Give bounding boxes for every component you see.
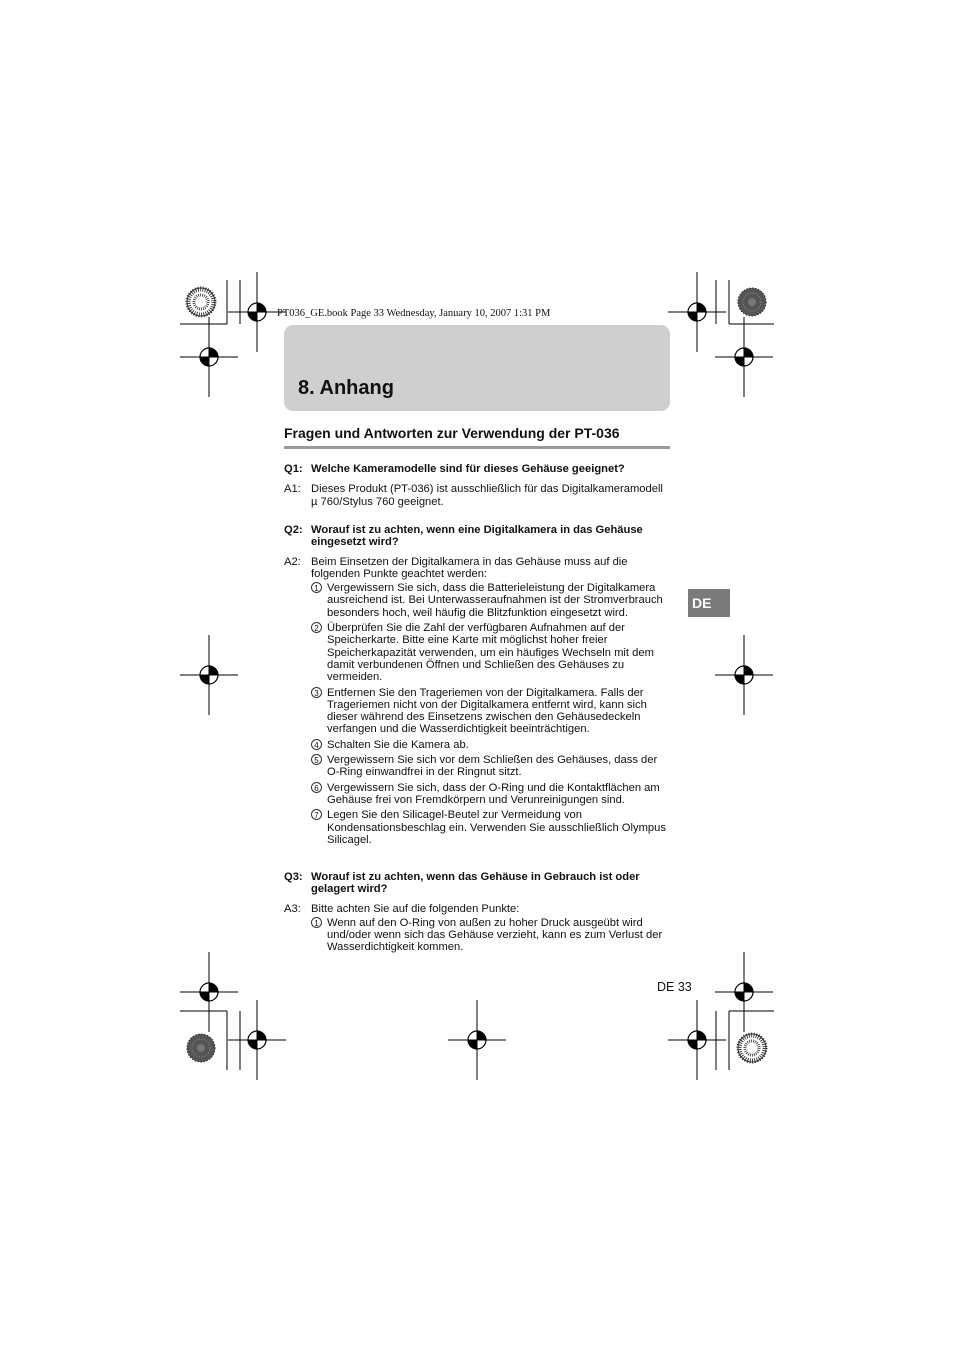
list-item	[311, 754, 670, 779]
answer-label: A3:	[284, 902, 301, 915]
list-item-text: Wenn auf den O-Ring von außen zu hoher Druck ausgeübt wird und/oder wenn sich das Gehäuse verzieht, kann es zum Verlust der Wasserdichtigkeit kommen.	[327, 916, 663, 954]
language-tab: DE	[688, 589, 730, 617]
question-text: Worauf ist zu achten, wenn das Gehäuse in Gebrauch ist oder gelagert wird?	[311, 871, 640, 896]
answer-text: Bitte achten Sie auf die folgenden Punkte:	[311, 902, 520, 915]
qa-block-1	[284, 463, 670, 508]
chapter-title: 8. Anhang	[298, 377, 394, 399]
page-number: DE 33	[657, 980, 692, 994]
circled-number: 4	[311, 739, 322, 750]
point-list	[284, 917, 670, 954]
list-item-text: Vergewissern Sie sich vor dem Schließen des Gehäuses, dass der O-Ring einwandfrei in der Ringnut sitzt.	[327, 754, 658, 779]
circled-number: 7	[311, 809, 322, 820]
list-item	[311, 622, 670, 683]
circled-number: 3	[311, 687, 322, 698]
qa-block-3	[284, 871, 670, 957]
circled-number: 1	[311, 582, 322, 593]
question-label: Q2:	[284, 524, 303, 536]
list-item-text: Schalten Sie die Kamera ab.	[327, 738, 469, 751]
question-label: Q1:	[284, 463, 303, 475]
list-item-text: Vergewissern Sie sich, dass die Batterieleistung der Digitalkamera ausreichend ist. Bei Unterwasseraufnahmen ist der Stromverbrauch besonders hoch, weil häufig die Blitzfunktion eingesetzt wird.	[327, 582, 663, 619]
answer-label: A2:	[284, 555, 301, 568]
answer-text: Dieses Produkt (PT-036) ist ausschließlich für das Digitalkameramodell µ 760/Stylus 760 geeignet.	[311, 483, 663, 508]
list-item-text: Legen Sie den Silicagel-Beutel zur Vermeidung von Kondensationsbeschlag ein. Verwenden Sie ausschließlich Olympus Silicagel.	[327, 809, 666, 846]
qa-block-2	[284, 524, 670, 849]
list-item	[311, 687, 670, 736]
answer-label: A1:	[284, 483, 301, 496]
book-header-info: PT036_GE.book Page 33 Wednesday, January 10, 2007 1:31 PM	[277, 308, 551, 319]
question-label: Q3:	[284, 871, 303, 883]
circled-number: 6	[311, 782, 322, 793]
list-item-text: Vergewissern Sie sich, dass der O-Ring und die Kontaktflächen am Gehäuse frei von Fremdkörpern und Verunreinigungen sind.	[327, 781, 660, 806]
list-item	[311, 739, 670, 751]
list-item	[311, 917, 670, 954]
chapter-banner	[284, 325, 670, 411]
circled-number: 2	[311, 622, 322, 633]
question-text: Worauf ist zu achten, wenn eine Digitalkamera in das Gehäuse eingesetzt wird?	[311, 524, 643, 549]
question-text: Welche Kameramodelle sind für dieses Gehäuse geeignet?	[311, 463, 625, 475]
circled-number: 1	[311, 917, 322, 928]
list-item-text: Entfernen Sie den Trageriemen von der Digitalkamera. Falls der Trageriemen nicht von der Digitalkamera entfernt wird, kann sich dieser während des Einsetzens zwischen den Gehäusedeckeln verfangen und die Wasserdichtigkeit beeinträchtigen.	[327, 686, 647, 736]
section-title: Fragen und Antworten zur Verwendung der PT-036	[284, 425, 670, 449]
list-item	[311, 809, 670, 846]
list-item	[311, 582, 670, 619]
list-item-text: Überprüfen Sie die Zahl der verfügbaren Aufnahmen auf der Speicherkarte. Bitte eine Karte mit möglichst hoher freier Speicherkapazität verwenden, um ein häufiges Wechseln mit dem damit verbundenen Öffnen und Schließen des Gehäuses zu vermeiden.	[327, 622, 654, 684]
answer-text: Beim Einsetzen der Digitalkamera in das Gehäuse muss auf die folgenden Punkte geachtet werden:	[311, 555, 628, 580]
circled-number: 5	[311, 754, 322, 765]
point-list	[284, 582, 670, 846]
list-item	[311, 782, 670, 807]
